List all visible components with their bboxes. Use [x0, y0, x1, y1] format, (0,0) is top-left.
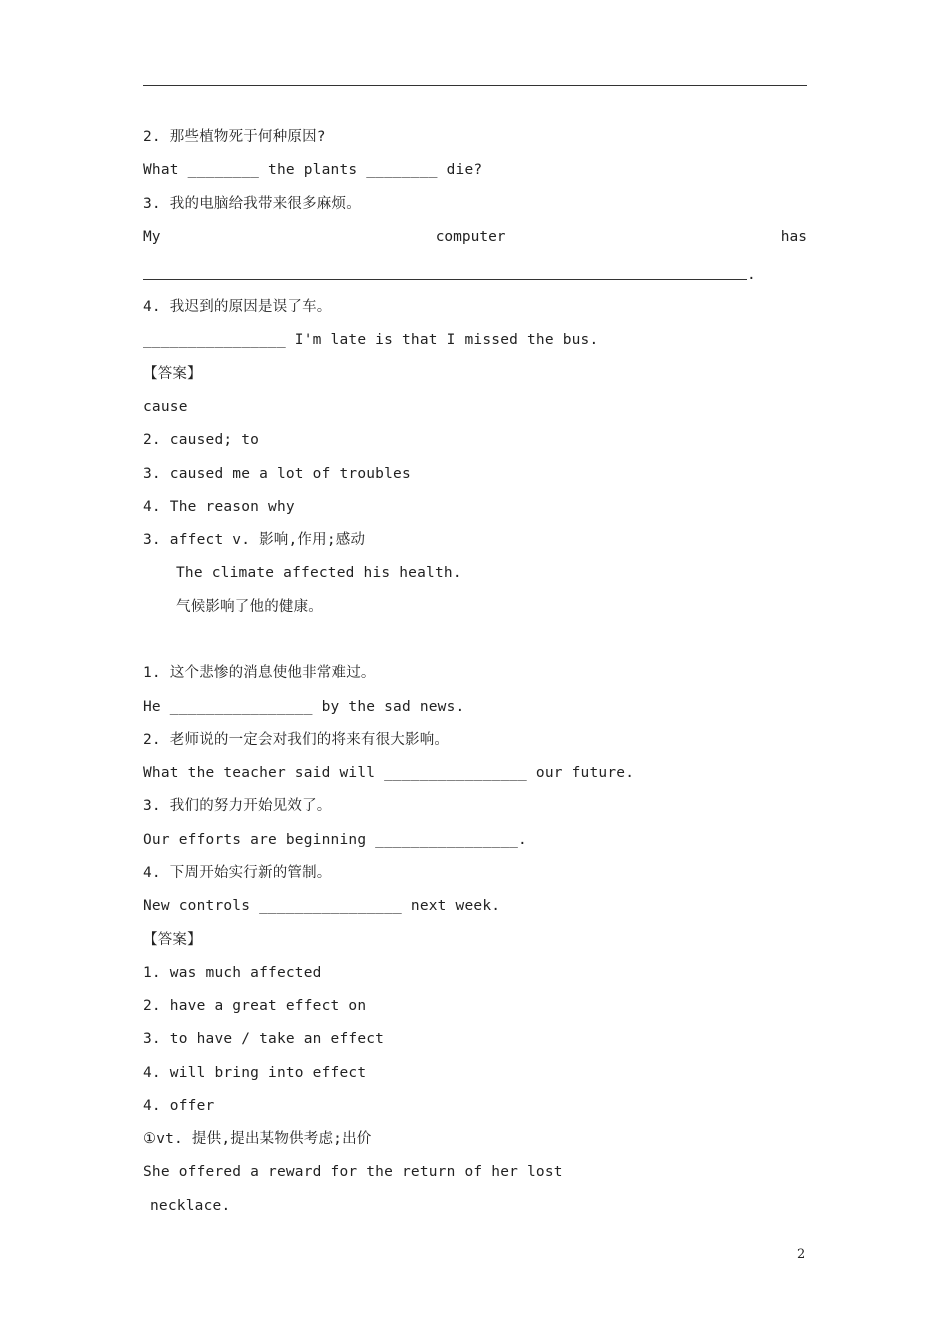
answer-2-1: 1. was much affected [143, 965, 322, 981]
offer-definition: ①vt. 提供,提出某物供考虑;出价 [143, 1131, 372, 1147]
exercise-1-en: He ________________ by the sad news. [143, 699, 465, 715]
answer-2: 2. caused; to [143, 432, 260, 448]
question-3-word-computer: computer [435, 229, 506, 245]
question-3-word-has: has [780, 229, 807, 245]
question-3-word-my: My [143, 229, 161, 245]
exercise-2-cn: 2. 老师说的一定会对我们的将来有很大影响。 [143, 732, 450, 748]
question-2-cn: 2. 那些植物死于何种原因? [143, 129, 326, 145]
question-3-cn: 3. 我的电脑给我带来很多麻烦。 [143, 196, 361, 212]
answer-1: cause [143, 399, 188, 415]
example-cn: 气候影响了他的健康。 [176, 599, 323, 615]
exercise-3-en: Our efforts are beginning ________________. [143, 832, 527, 848]
answer-4: 4. The reason why [143, 499, 295, 515]
example-en: The climate affected his health. [176, 565, 462, 581]
question-3-en [143, 227, 807, 247]
header-rule [143, 85, 807, 86]
sentence-end-period: . [747, 267, 756, 283]
exercise-4-cn: 4. 下周开始实行新的管制。 [143, 865, 332, 881]
page-number: 2 [797, 1247, 806, 1262]
exercise-4-en: New controls ________________ next week. [143, 898, 501, 914]
vocab-affect-heading: 3. affect v. 影响,作用;感动 [143, 532, 366, 548]
question-2-en: What ________ the plants ________ die? [143, 162, 483, 178]
answer-2-3: 3. to have / take an effect [143, 1031, 385, 1047]
vocab-offer-heading: 4. offer [143, 1098, 215, 1114]
answer-3: 3. caused me a lot of troubles [143, 466, 411, 482]
answer-2-2: 2. have a great effect on [143, 998, 367, 1014]
question-4-en: ________________ I'm late is that I missed the bus. [143, 332, 599, 348]
answer-heading-2: 【答案】 [143, 932, 202, 948]
offer-example-line1: She offered a reward for the return of her lost [143, 1164, 563, 1180]
answer-heading: 【答案】 [143, 366, 202, 382]
answer-blank-line [143, 279, 747, 280]
answer-2-4: 4. will bring into effect [143, 1065, 367, 1081]
offer-example-line2: necklace. [150, 1198, 231, 1214]
exercise-2-en: What the teacher said will ________________ our future. [143, 765, 635, 781]
exercise-3-cn: 3. 我们的努力开始见效了。 [143, 798, 332, 814]
question-4-cn: 4. 我迟到的原因是误了车。 [143, 299, 332, 315]
exercise-1-cn: 1. 这个悲惨的消息使他非常难过。 [143, 665, 376, 681]
